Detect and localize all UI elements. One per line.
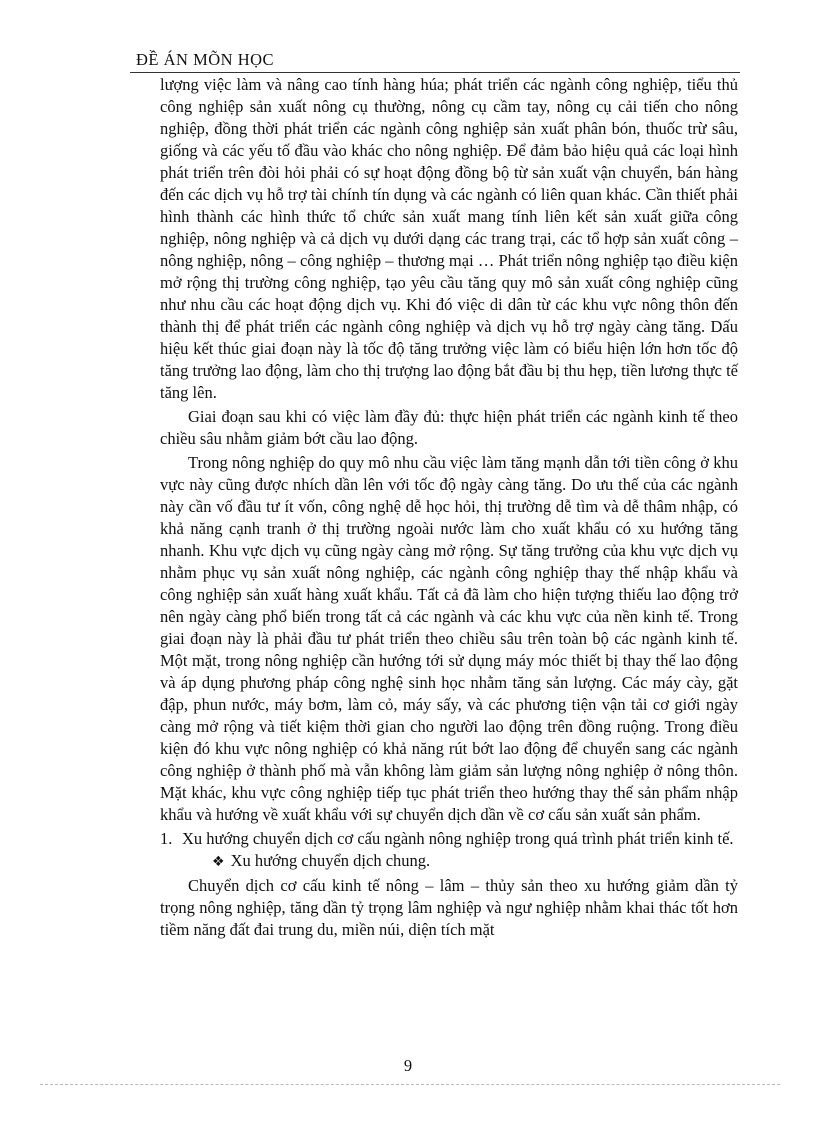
list-number: 1. xyxy=(160,829,173,848)
bullet-item xyxy=(212,850,738,873)
footer-divider xyxy=(40,1084,780,1085)
bullet-text: Xu hướng chuyển dịch chung. xyxy=(230,851,431,870)
list-text: Xu hướng chuyển dịch cơ cấu ngành nông nghiệp trong quá trình phát triển kinh tế. xyxy=(182,829,734,848)
paragraph-1: lượng việc làm và nâng cao tính hàng húa; phát triển các ngành công nghiệp, tiểu thủ công nghiệp sản xuất nông cụ thường, nông cụ cầm tay, nông cụ cải tiến cho nông nghiệp, đồng thời phát triển các ngành công nghiệp sản xuất phân bón, thuốc trừ sâu, giống và các yếu tố đầu vào khác cho nông nghiệp. Để đảm bảo hiệu quả các loại hình phát triển trên đòi hỏi phải có sự hoạt động đồng bộ từ sản xuất vận chuyển, bán hàng đến các dịch vụ hỗ trợ tài chính tín dụng và các ngành có liên quan khác. Cần thiết phải hình thành các hình thức tổ chức sản xuất mang tính liên kết sản xuất giữa công nghiệp, nông nghiệp và cả dịch vụ dưới dạng các trang trại, các tổ hợp sản xuất công – nông nghiệp, nông – công nghiệp – thương mại … Phát triển nông nghiệp tạo điều kiện mở rộng thị trường công nghiệp, tạo yêu cầu tăng quy mô sản xuất công nghiệp cũng như nhu cầu các hoạt động dịch vụ. Khi đó việc di dân từ các khu vực nông thôn đến thành thị để phát triển các ngành công nghiệp và dịch vụ hỗ trợ ngày càng tăng. Dấu hiệu kết thúc giai đoạn này là tốc độ tăng trưởng việc làm có biểu hiện lớn hơn tốc độ tăng trưởng lao động, làm cho thị trượng lao động bắt đầu bị thu hẹp, tiền lương thực tế tăng lên. xyxy=(160,75,738,402)
document-body xyxy=(160,74,738,943)
paragraph-2: Giai đoạn sau khi có việc làm đầy đủ: thực hiện phát triển các ngành kinh tế theo chiều sâu nhằm giảm bớt cầu lao động. xyxy=(160,407,738,448)
page-header: ĐỀ ÁN MÕN HỌC xyxy=(136,50,275,69)
paragraph-3: Trong nông nghiệp do quy mô nhu cầu việc làm tăng mạnh dẫn tới tiền công ở khu vực này cũng được nhích dần lên với tốc độ ngày càng tăng. Do ưu thế của các ngành này cần vố đầu tư ít vốn, công nghệ dễ học hỏi, thị trường dễ tìm và dễ thâm nhập, có khả năng cạnh tranh ở thị trường ngoài nước làm cho xuất khẩu có xu hướng tăng nhanh. Khu vực dịch vụ cũng ngày càng mở rộng. Sự tăng trưởng của khu vực dịch vụ nhằm phục vụ sản xuất nông nghiệp, các ngành công nghiệp thay thế nhập khẩu và công nghiệp sản xuất hàng xuất khẩu. Tất cả đã làm cho hiện tượng thiếu lao động trở nên ngày càng phổ biến trong tất cả các ngành và các khu vực của nền kinh tế. Trong giai đoạn này là phải đầu tư phát triển theo chiều sâu trên toàn bộ các ngành kinh tế. Một mặt, trong nông nghiệp cần hướng tới sử dụng máy móc thiết bị thay thế lao động và áp dụng phương pháp công nghệ sinh học nhằm tăng sản lượng. Các máy cày, gặt đập, phun nước, máy bơm, làm cỏ, máy sấy, và các phương tiện vận tải cơ giới ngày càng mở rộng và tiết kiệm thời gian cho người lao động trên đồng ruộng. Trong điều kiện đó khu vực nông nghiệp có khả năng rút bớt lao động để chuyển sang các ngành công nghiệp ở thành phố mà vẫn không làm giảm sản lượng nông nghiệp ở nông thôn. Mặt khác, khu vực công nghiệp tiếp tục phát triển theo hướng thay thế sản phẩm nhập khẩu và hướng về xuất khẩu với sự chuyển dịch dần về cơ cấu sản xuất sản phẩm. xyxy=(160,453,738,824)
diamond-bullet-icon: ❖ xyxy=(212,854,225,870)
numbered-list-item xyxy=(160,828,738,850)
header-divider xyxy=(130,72,740,73)
paragraph-5: Chuyển dịch cơ cấu kinh tế nông – lâm – thủy sản theo xu hướng giảm dần tỷ trọng nông nghiệp, tăng dần tỷ trọng lâm nghiệp và ngư nghiệp nhằm khai thác tốt hơn tiềm năng đất đai trung du, miền núi, diện tích mặt xyxy=(160,876,738,939)
page-number: 9 xyxy=(403,1056,413,1075)
